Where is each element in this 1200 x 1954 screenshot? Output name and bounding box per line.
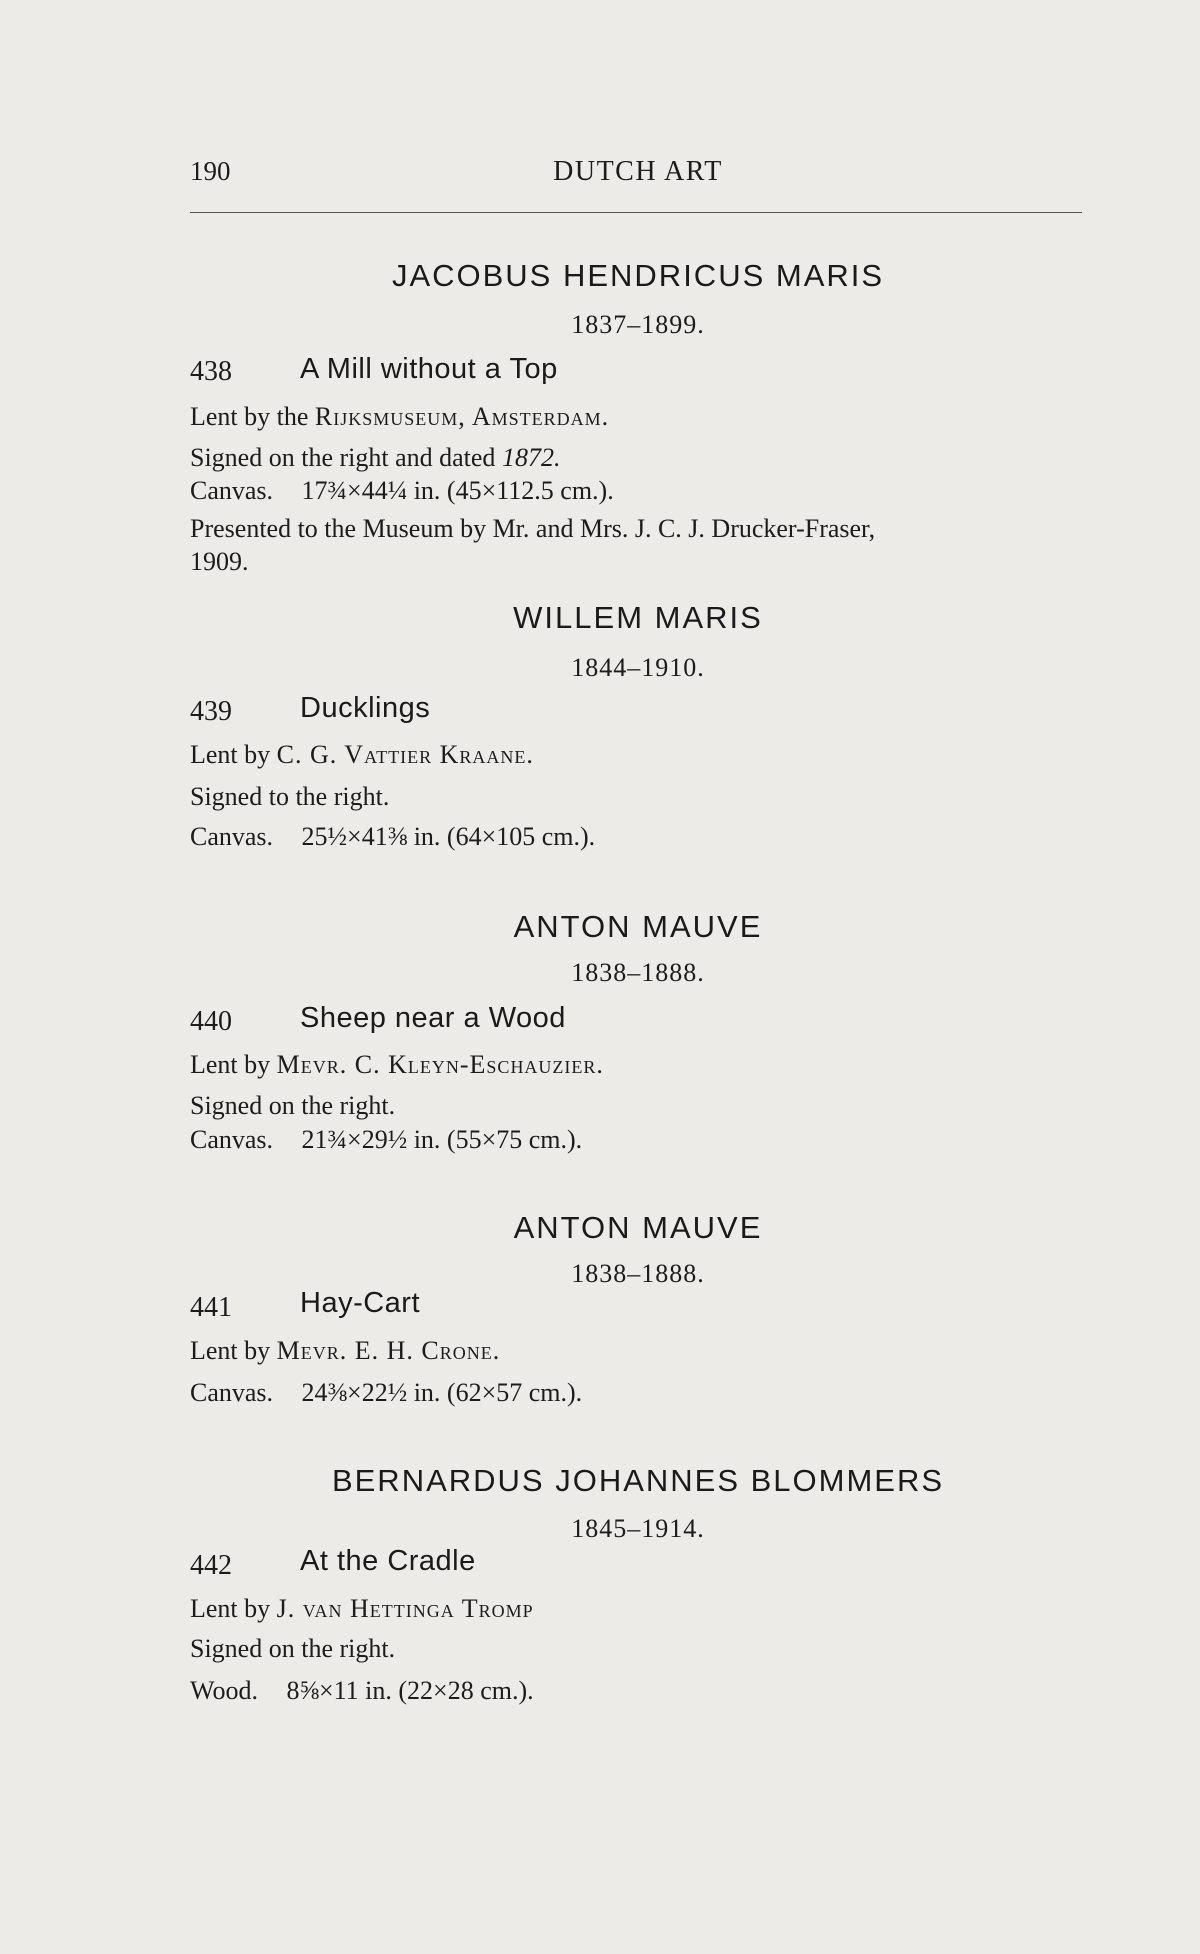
dimensions: 21¾×29½ in. (55×75 cm.).	[301, 1125, 583, 1154]
lender-name: Mevr. C. Kleyn-Eschauzier.	[276, 1050, 604, 1079]
artwork-title: A Mill without a Top	[300, 353, 558, 385]
signed-date: 1872.	[501, 443, 561, 472]
dimensions: 8⅝×11 in. (22×28 cm.).	[286, 1676, 534, 1705]
dimensions: 24⅜×22½ in. (62×57 cm.).	[301, 1378, 583, 1407]
artist-name: WILLEM MARIS	[513, 600, 763, 635]
lender-name: Mevr. E. H. Crone.	[276, 1336, 501, 1365]
medium: Wood.	[190, 1676, 258, 1705]
lent-prefix: Lent by the	[190, 402, 309, 431]
lent-prefix: Lent by	[190, 1336, 271, 1365]
artist-dates: 1838–1888.	[571, 1259, 705, 1288]
lender-name: Rijksmuseum, Amsterdam.	[314, 402, 610, 431]
lent-prefix: Lent by	[190, 740, 271, 769]
artwork-title: Hay-Cart	[300, 1287, 421, 1319]
catalogue-number: 439	[190, 696, 232, 727]
artist-dates: 1844–1910.	[571, 653, 705, 682]
lender-line	[190, 402, 609, 432]
provenance-line: 1909.	[190, 547, 249, 576]
artist-name: JACOBUS HENDRICUS MARIS	[391, 258, 885, 293]
artist-name: ANTON MAUVE	[513, 1210, 763, 1245]
catalogue-number: 440	[190, 1006, 232, 1037]
artwork-title: Sheep near a Wood	[300, 1002, 566, 1034]
artist-name: BERNARDUS JOHANNES BLOMMERS	[331, 1463, 945, 1498]
signed-line: Signed on the right.	[190, 1091, 396, 1120]
header-divider	[190, 212, 1082, 213]
artist-dates: 1845–1914.	[571, 1514, 705, 1543]
provenance-line: Presented to the Museum by Mr. and Mrs. J. C. J. Drucker-Fraser,	[190, 514, 876, 543]
medium-line	[190, 822, 595, 852]
medium: Canvas.	[190, 1378, 274, 1407]
medium-line	[190, 1125, 582, 1155]
medium: Canvas.	[190, 476, 274, 505]
lender-line	[190, 1336, 500, 1366]
medium-line	[190, 476, 614, 506]
lender-name: C. G. Vattier Kraane.	[276, 740, 534, 769]
signed-line: Signed on the right.	[190, 1634, 396, 1663]
signed-text: Signed on the right and dated	[190, 443, 496, 472]
lender-line	[190, 1594, 534, 1624]
lent-prefix: Lent by	[190, 1050, 271, 1079]
artist-dates: 1837–1899.	[571, 310, 705, 339]
page-number: 190	[190, 156, 231, 186]
artist-dates: 1838–1888.	[571, 958, 705, 987]
lender-line	[190, 1050, 604, 1080]
lender-line	[190, 740, 534, 770]
medium: Canvas.	[190, 1125, 274, 1154]
signed-line: Signed to the right.	[190, 782, 390, 811]
artist-name: ANTON MAUVE	[513, 909, 763, 944]
medium: Canvas.	[190, 822, 274, 851]
catalogue-number: 441	[190, 1292, 232, 1323]
lent-prefix: Lent by	[190, 1594, 271, 1623]
dimensions: 17¾×44¼ in. (45×112.5 cm.).	[301, 476, 614, 505]
medium-line	[190, 1676, 534, 1706]
signed-line	[190, 443, 560, 473]
running-title: DUTCH ART	[553, 156, 723, 187]
lender-name: J. van Hettinga Tromp	[276, 1594, 534, 1623]
catalogue-number: 438	[190, 356, 232, 387]
dimensions: 25½×41⅜ in. (64×105 cm.).	[301, 822, 596, 851]
medium-line	[190, 1378, 582, 1408]
artwork-title: At the Cradle	[300, 1545, 476, 1577]
catalogue-number: 442	[190, 1550, 232, 1581]
artwork-title: Ducklings	[300, 692, 431, 724]
